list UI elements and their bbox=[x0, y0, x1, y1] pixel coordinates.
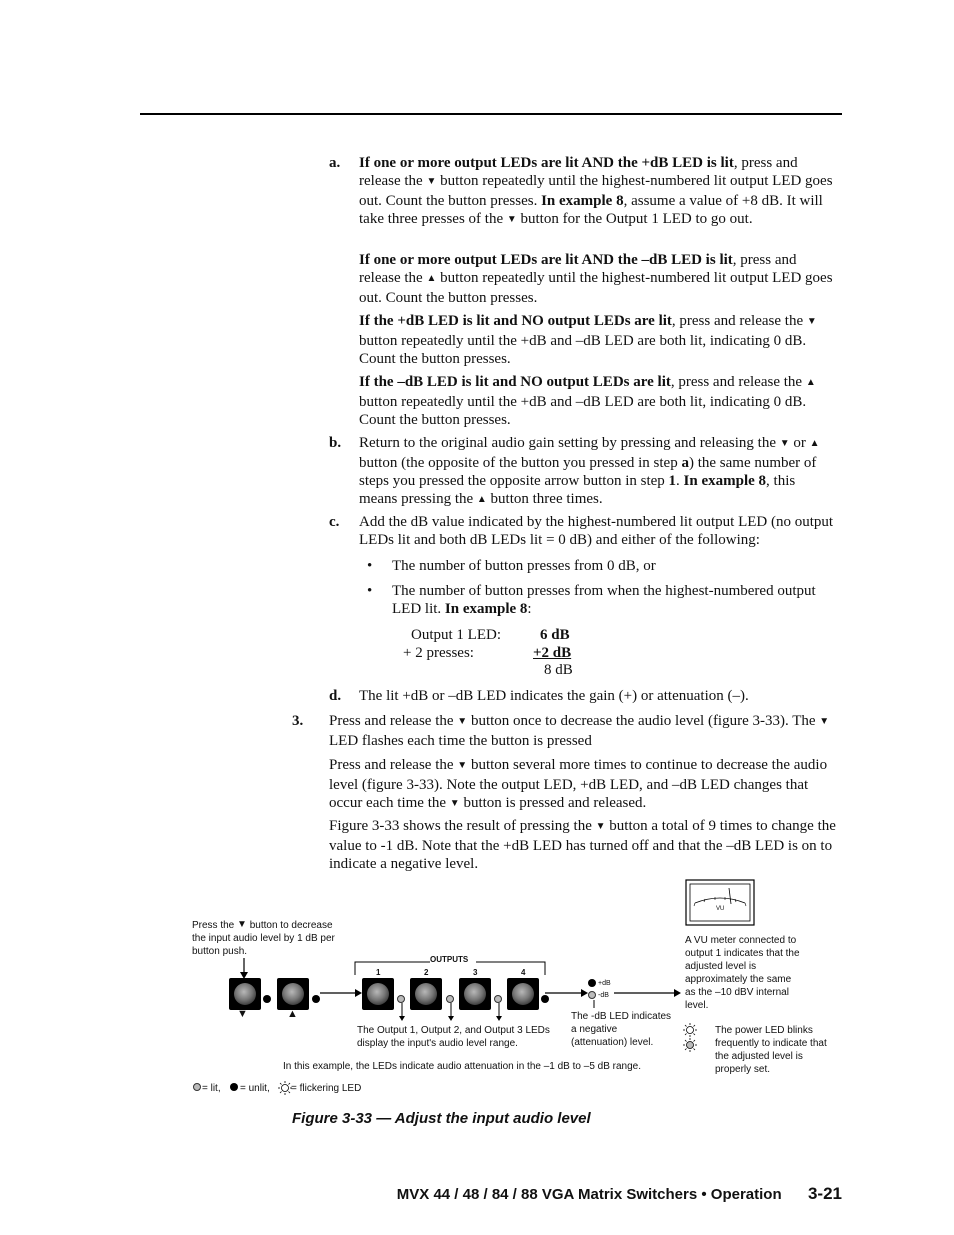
step-label-b: b. bbox=[329, 435, 342, 451]
calc-total-value: 8 dB bbox=[544, 662, 573, 678]
step-d-paragraph: The lit +dB or –dB LED indicates the gain (+) or attenuation (–). bbox=[359, 688, 749, 704]
minus-db-led bbox=[588, 991, 596, 999]
output-1-button[interactable] bbox=[362, 978, 394, 1010]
output-number-4: 4 bbox=[521, 968, 526, 977]
step-c-bullet-1: The number of button presses from 0 dB, or bbox=[392, 558, 656, 574]
calc-row2-value: +2 dB bbox=[533, 645, 572, 661]
step-label-c: c. bbox=[329, 514, 340, 530]
page-footer bbox=[397, 1184, 842, 1204]
press-down-note: Press the ▼ button to decrease the input audio level by 1 dB per button push. bbox=[192, 919, 342, 958]
range-note: In this example, the LEDs indicate audio attenuation in the –1 dB to –5 dB range. bbox=[283, 1061, 642, 1072]
outputs-label: OUTPUTS bbox=[430, 955, 469, 964]
step-c-paragraph: Add the dB value indicated by the highest-numbered lit output LED (no output LEDs lit and both dB LEDs lit = 0 dB) and either of the following: bbox=[359, 514, 834, 548]
legend-unlit-label: = unlit, bbox=[240, 1083, 270, 1094]
legend-lit-led-icon bbox=[193, 1083, 201, 1091]
output-number-1: 1 bbox=[376, 968, 381, 977]
down-arrow-icon: ▼ bbox=[237, 1008, 248, 1020]
step-3-paragraph-2: Press and release the ▼ button several more times to continue to decrease the audio level (figure 3-33). Note the output LED, +dB LED, and –dB LED changes that occur each time the ▼ button is pressed and released. bbox=[329, 756, 834, 814]
output-number-2: 2 bbox=[424, 968, 429, 977]
plus-db-label: +dB bbox=[598, 980, 611, 987]
power-led-note: The power LED blinks frequently to indicate that the adjusted level is properly set. bbox=[715, 1025, 827, 1075]
bullet-mark: • bbox=[367, 583, 373, 599]
page-number: 3-21 bbox=[807, 1184, 842, 1203]
step-a-paragraph-4: If the –dB LED is lit and NO output LEDs are lit, press and release the ▲ button repeatedly until the +dB and –dB LED are both lit, indicating 0 dB. Count the button presses. bbox=[359, 373, 837, 429]
legend-unlit-led-icon bbox=[230, 1083, 238, 1091]
step-label-a: a. bbox=[329, 155, 341, 171]
step-a-paragraph-3: If the +dB LED is lit and NO output LEDs are lit, press and release the ▼ button repeatedly until the +dB and –dB LED are both lit, indicating 0 dB. Count the button presses. bbox=[359, 312, 837, 368]
output-4-led bbox=[541, 995, 549, 1003]
output-led-note: The Output 1, Output 2, and Output 3 LEDs display the input's audio level range. bbox=[357, 1025, 550, 1049]
output-2-button[interactable] bbox=[410, 978, 442, 1010]
legend-lit-label: = lit, bbox=[202, 1083, 221, 1094]
figure-caption: Figure 3-33 — Adjust the input audio level bbox=[292, 1110, 591, 1127]
down-arrow-icon bbox=[237, 919, 247, 930]
step-b-paragraph: Return to the original audio gain setting by pressing and releasing the ▼ or ▲ button (the opposite of the button you pressed in step a) the same number of steps you pressed the opposite arrow button in step 1. In example 8, this means pressing the ▲ button three times. bbox=[359, 434, 837, 510]
legend-flicker-label: = flickering LED bbox=[291, 1083, 362, 1094]
output-3-led bbox=[494, 995, 502, 1003]
minus-db-note: The -dB LED indicates a negative (attenuation) level. bbox=[571, 1011, 672, 1048]
vu-meter-note: A VU meter connected to output 1 indicates that the adjusted level is approximately the same as the –10 dBV internal level. bbox=[685, 935, 800, 1011]
output-number-3: 3 bbox=[473, 968, 478, 977]
output-3-button[interactable] bbox=[459, 978, 491, 1010]
footer-title: MVX 44 / 48 / 84 / 88 VGA Matrix Switchers • Operation bbox=[396, 1186, 782, 1203]
plus-db-led bbox=[588, 979, 596, 987]
step-a-paragraph-1: If one or more output LEDs are lit AND the +dB LED is lit, press and release the ▼ button repeatedly until the highest-numbered lit output LED goes out. Count the button presses. In example 8, assume a value of +8 dB. It will take three presses of the ▼ button for the Output 1 LED to go out. bbox=[359, 154, 837, 230]
calc-row2-label: + 2 presses: bbox=[403, 645, 474, 661]
step-c-bullet-2: The number of button presses from when the highest-numbered output LED lit. In example 8: bbox=[392, 583, 816, 617]
step-label-3: 3. bbox=[292, 713, 304, 729]
calc-row1-label: Output 1 LED: bbox=[411, 627, 501, 643]
output-4-button[interactable] bbox=[507, 978, 539, 1010]
output-2-led bbox=[446, 995, 454, 1003]
bullet-mark: • bbox=[367, 558, 373, 574]
minus-db-label: -dB bbox=[598, 992, 609, 999]
down-button-led bbox=[263, 995, 271, 1003]
down-button[interactable] bbox=[229, 978, 261, 1010]
step-a-paragraph-2: If one or more output LEDs are lit AND the –dB LED is lit, press and release the ▲ button repeatedly until the highest-numbered lit output LED goes out. Count the button presses. bbox=[359, 251, 837, 307]
vu-label: VU bbox=[716, 906, 725, 912]
up-button[interactable] bbox=[277, 978, 309, 1010]
step-3-paragraph-3: Figure 3-33 shows the result of pressing the ▼ button a total of 9 times to change the value to -1 dB. Note that the +dB LED has turned off and that the –dB LED is on to indicate a negative level. bbox=[329, 817, 837, 873]
step-3-paragraph-1: Press and release the ▼ button once to decrease the audio level (figure 3-33). The ▼ LED flashes each time the button is pressed bbox=[329, 712, 834, 750]
step-label-d: d. bbox=[329, 688, 342, 704]
up-arrow-icon: ▲ bbox=[287, 1008, 298, 1020]
up-button-led bbox=[312, 995, 320, 1003]
calc-row1-value: 6 dB bbox=[540, 627, 570, 643]
output-1-led bbox=[397, 995, 405, 1003]
